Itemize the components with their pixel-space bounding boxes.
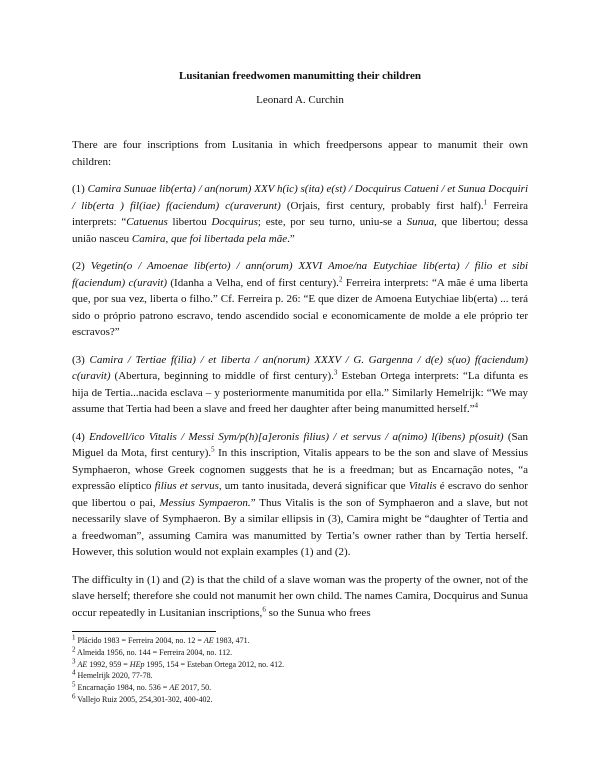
- example-4-paragraph: (4) Endovell/ico Vitalis / Messi Sym/p(h)[a]eronis filius) / et servus / a(nimo) l(ibens) p(osuit) (San Miguel da Mota, first century).$^5$ In this inscription, Vitalis appears to be the son and slave of Messius Symphaeron, whose Greek cognomen suggests that he is a freedman; but as Encarnação notes, “a expressão elíptico filius et servus, um tanto inusitada, deverá significar que Vitalis é escravo do senhor que libertou o pai, Messius Sympaeron.” Thus Vitalis is the son of Symphaeron and a slave, but not necessarily slave of Symphaeron. By a similar ellipsis in (3), Camira might be “daughter of Tertia and a freedwoman”, assuming Camira was manumitted by Tertia’s owner rather than by Tertia herself. However, this solution would not explain examples (1) and (2).: [72, 430, 528, 558]
- paper-author: Leonard A. Curchin: [256, 94, 344, 106]
- footnote: $^1$ Plácido 1983 = Ferreira 2004, no. 12 = AE 1983, 471.: [72, 633, 250, 645]
- footnote-ref: 2: [338, 274, 343, 283]
- footnote-ref: 6: [262, 604, 266, 613]
- latin-inscription: Camira / Tertiae f(ilia) / et liberta / an(norum) XXXV / G. Gargenna / d(e) s(uo) f(aciendum) c(uravit): [72, 353, 528, 382]
- footnote: $^5$ Encarnação 1984, no. 536 = AE 2017, 50.: [72, 680, 212, 693]
- intro-paragraph: There are four inscriptions from Lusitania in which freedpersons appear to manumit their own children:: [72, 139, 528, 168]
- latin-inscription: Camira Sunuae lib(erta) / an(norum) XXV h(ic) s(ita) e(st) / Docquirus Catueni / et Sunua Docquiri / lib(erta ) fil(iae) f(aciendum) c(uraverunt): [72, 183, 528, 212]
- body-text: [72, 137, 528, 632]
- footnote-ref: 1: [483, 197, 488, 206]
- footnote: $^3$ AE 1992, 959 = HEp 1995, 154 = Esteban Ortega 2012, no. 412.: [72, 656, 285, 669]
- example-3-paragraph: (3) Camira / Tertiae f(ilia) / et liberta / an(norum) XXXV / G. Gargenna / d(e) s(uo) f(aciendum) c(uravit) (Abertura, beginning to middle of first century).$^3$ Esteban Ortega interprets: “La difunta es hija de Tertia...nacida esclava – y posteriormente manumitida por ella.” Similarly Hemelrijk: “We may assume that Tertia had been a slave and freed her daughter after being manumitted herself.”$^4$: [72, 353, 529, 415]
- closing-paragraph: The difficulty in (1) and (2) is that the child of a slave woman was the property of the owner, not of the slave herself; therefore she could not manumit her own child. The names Camira, Docquirus and Sunua occur repeatedly in Lusitanian inscriptions,$^6$ so the Sunua who frees: [72, 573, 528, 619]
- example-1-paragraph: (1) Camira Sunuae lib(erta) / an(norum) XXV h(ic) s(ita) e(st) / Docquirus Catueni / et Sunua Docquiri / lib(erta ) fil(iae) f(aciendum) c(uraverunt) (Orjais, first century, probably first half).$^1$ Ferreira interprets: “Catuenus libertou Docquirus; este, por seu turno, uniu-se a Sunua, que libertou; dessa união nasceu Camira, que foi libertada pela mãe.”: [72, 183, 529, 245]
- footnote: $^2$ Almeida 1956, no. 144 = Ferreira 2004, no. 112.: [72, 645, 233, 657]
- footnote: $^4$ Hemelrijk 2020, 77-78.: [72, 668, 153, 681]
- latin-inscription: Vegetin(o / Amoenae lib(erto) / ann(orum) XXVI Amoe/na Eutychiae lib(erta) / filio et sibi f(aciendum) c(uravit): [72, 260, 529, 289]
- footnote-ref: 4: [474, 401, 478, 410]
- footnote-ref: 5: [211, 445, 215, 454]
- footnote: $^6$ Vallejo Ruiz 2005, 254,301-302, 400-402.: [72, 692, 213, 704]
- latin-inscription: Endovell/ico Vitalis / Messi Sym/p(h)[a]eronis filius) / et servus / a(nimo) l(ibens) p(osuit): [89, 430, 504, 443]
- footnotes: [72, 635, 528, 706]
- paper-title: Lusitanian freedwomen manumitting their children: [178, 70, 422, 82]
- footnote-divider: [72, 631, 216, 632]
- footnote-ref: 3: [333, 368, 338, 377]
- example-2-paragraph: (2) Vegetin(o / Amoenae lib(erto) / ann(orum) XXVI Amoe/na Eutychiae lib(erta) / filio et sibi f(aciendum) c(uravit) (Idanha a Velha, end of first century).$^2$ Ferreira interprets: “A mãe é uma liberta que, por sua vez, liberta o filho.” Cf. Ferreira p. 26: “E que dizer de Amoena Eutychiae lib(erta) ... terá sido o próprio patrono escravo, tendo ascendido social e economicamente de molde a ele próprio ter escravos?”: [72, 260, 529, 338]
